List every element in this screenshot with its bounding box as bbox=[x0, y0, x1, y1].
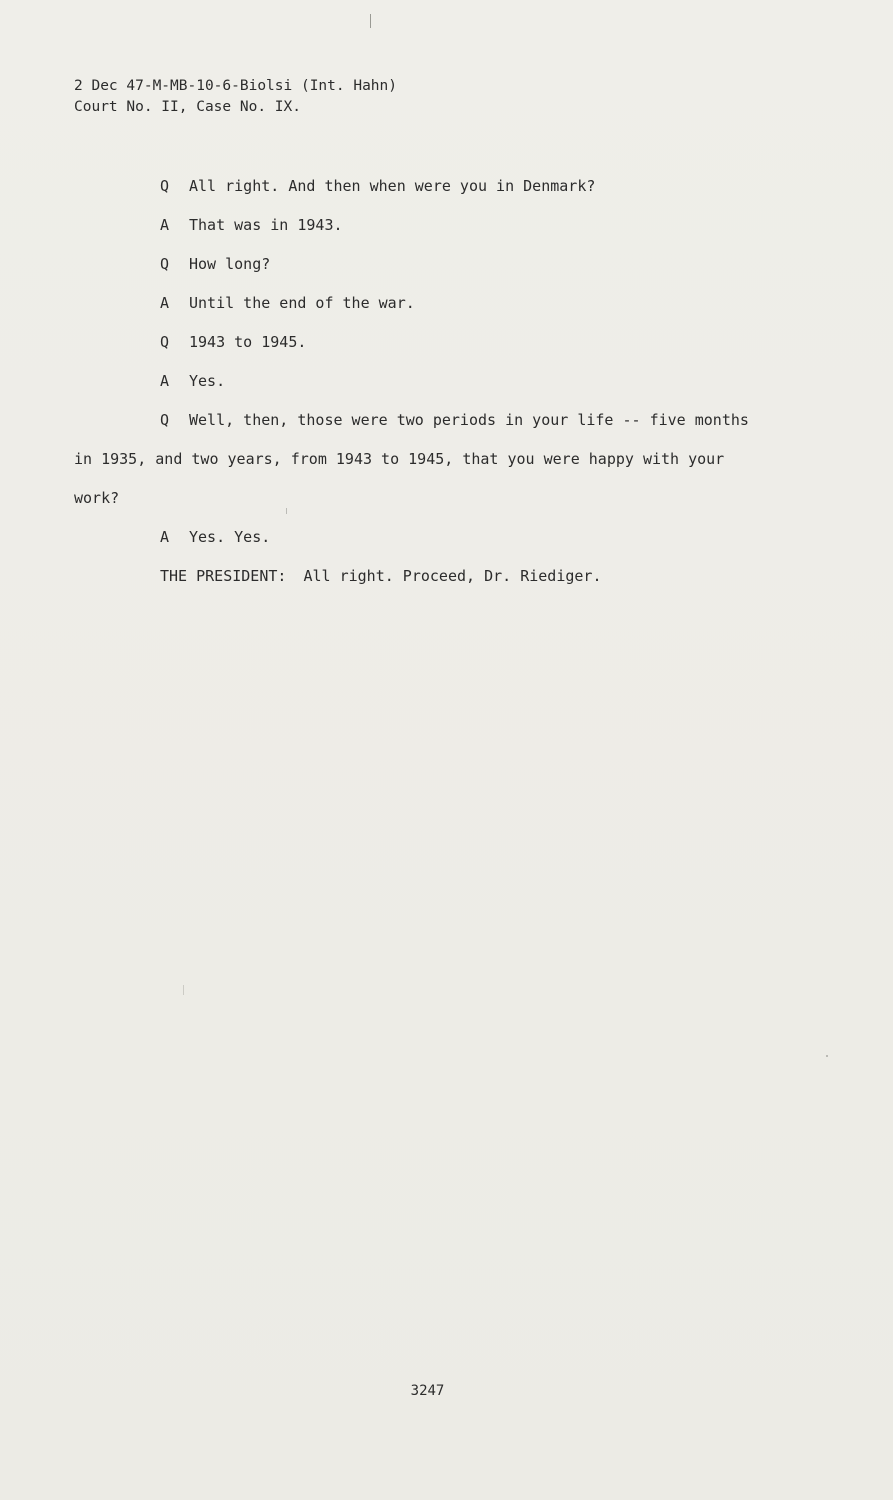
stray-mark bbox=[183, 985, 184, 995]
header-court-line: Court No. II, Case No. IX. bbox=[74, 99, 301, 115]
president-text: All right. Proceed, Dr. Riediger. bbox=[303, 567, 602, 585]
speaker-marker: A bbox=[160, 216, 170, 234]
transcript-continuation-line: work? bbox=[74, 489, 120, 507]
transcript-line: Yes. bbox=[189, 372, 226, 390]
transcript-line: How long? bbox=[189, 255, 271, 273]
transcript-line: Yes. Yes. bbox=[189, 528, 271, 546]
president-label: THE PRESIDENT: bbox=[160, 567, 287, 585]
transcript-line: 1943 to 1945. bbox=[189, 333, 307, 351]
transcript-continuation-line: in 1935, and two years, from 1943 to 1945, that you were happy with your bbox=[74, 450, 725, 468]
stray-mark bbox=[286, 508, 287, 514]
speaker-marker: A bbox=[160, 528, 170, 546]
header-reference-line: 2 Dec 47-M-MB-10-6-Biolsi (Int. Hahn) bbox=[74, 78, 398, 94]
top-tick-mark bbox=[370, 14, 371, 28]
speaker-marker: Q bbox=[160, 333, 170, 351]
president-statement bbox=[160, 567, 601, 585]
speaker-marker: A bbox=[160, 294, 170, 312]
transcript-line: Until the end of the war. bbox=[189, 294, 415, 312]
transcript-line: All right. And then when were you in Denmark? bbox=[189, 177, 596, 195]
stray-mark bbox=[826, 1055, 828, 1057]
speaker-marker: A bbox=[160, 372, 170, 390]
speaker-marker: Q bbox=[160, 177, 170, 195]
page-number: 3247 bbox=[410, 1383, 445, 1399]
speaker-marker: Q bbox=[160, 411, 170, 429]
speaker-marker: Q bbox=[160, 255, 170, 273]
transcript-line: Well, then, those were two periods in your life -- five months bbox=[189, 411, 749, 429]
transcript-line: That was in 1943. bbox=[189, 216, 343, 234]
